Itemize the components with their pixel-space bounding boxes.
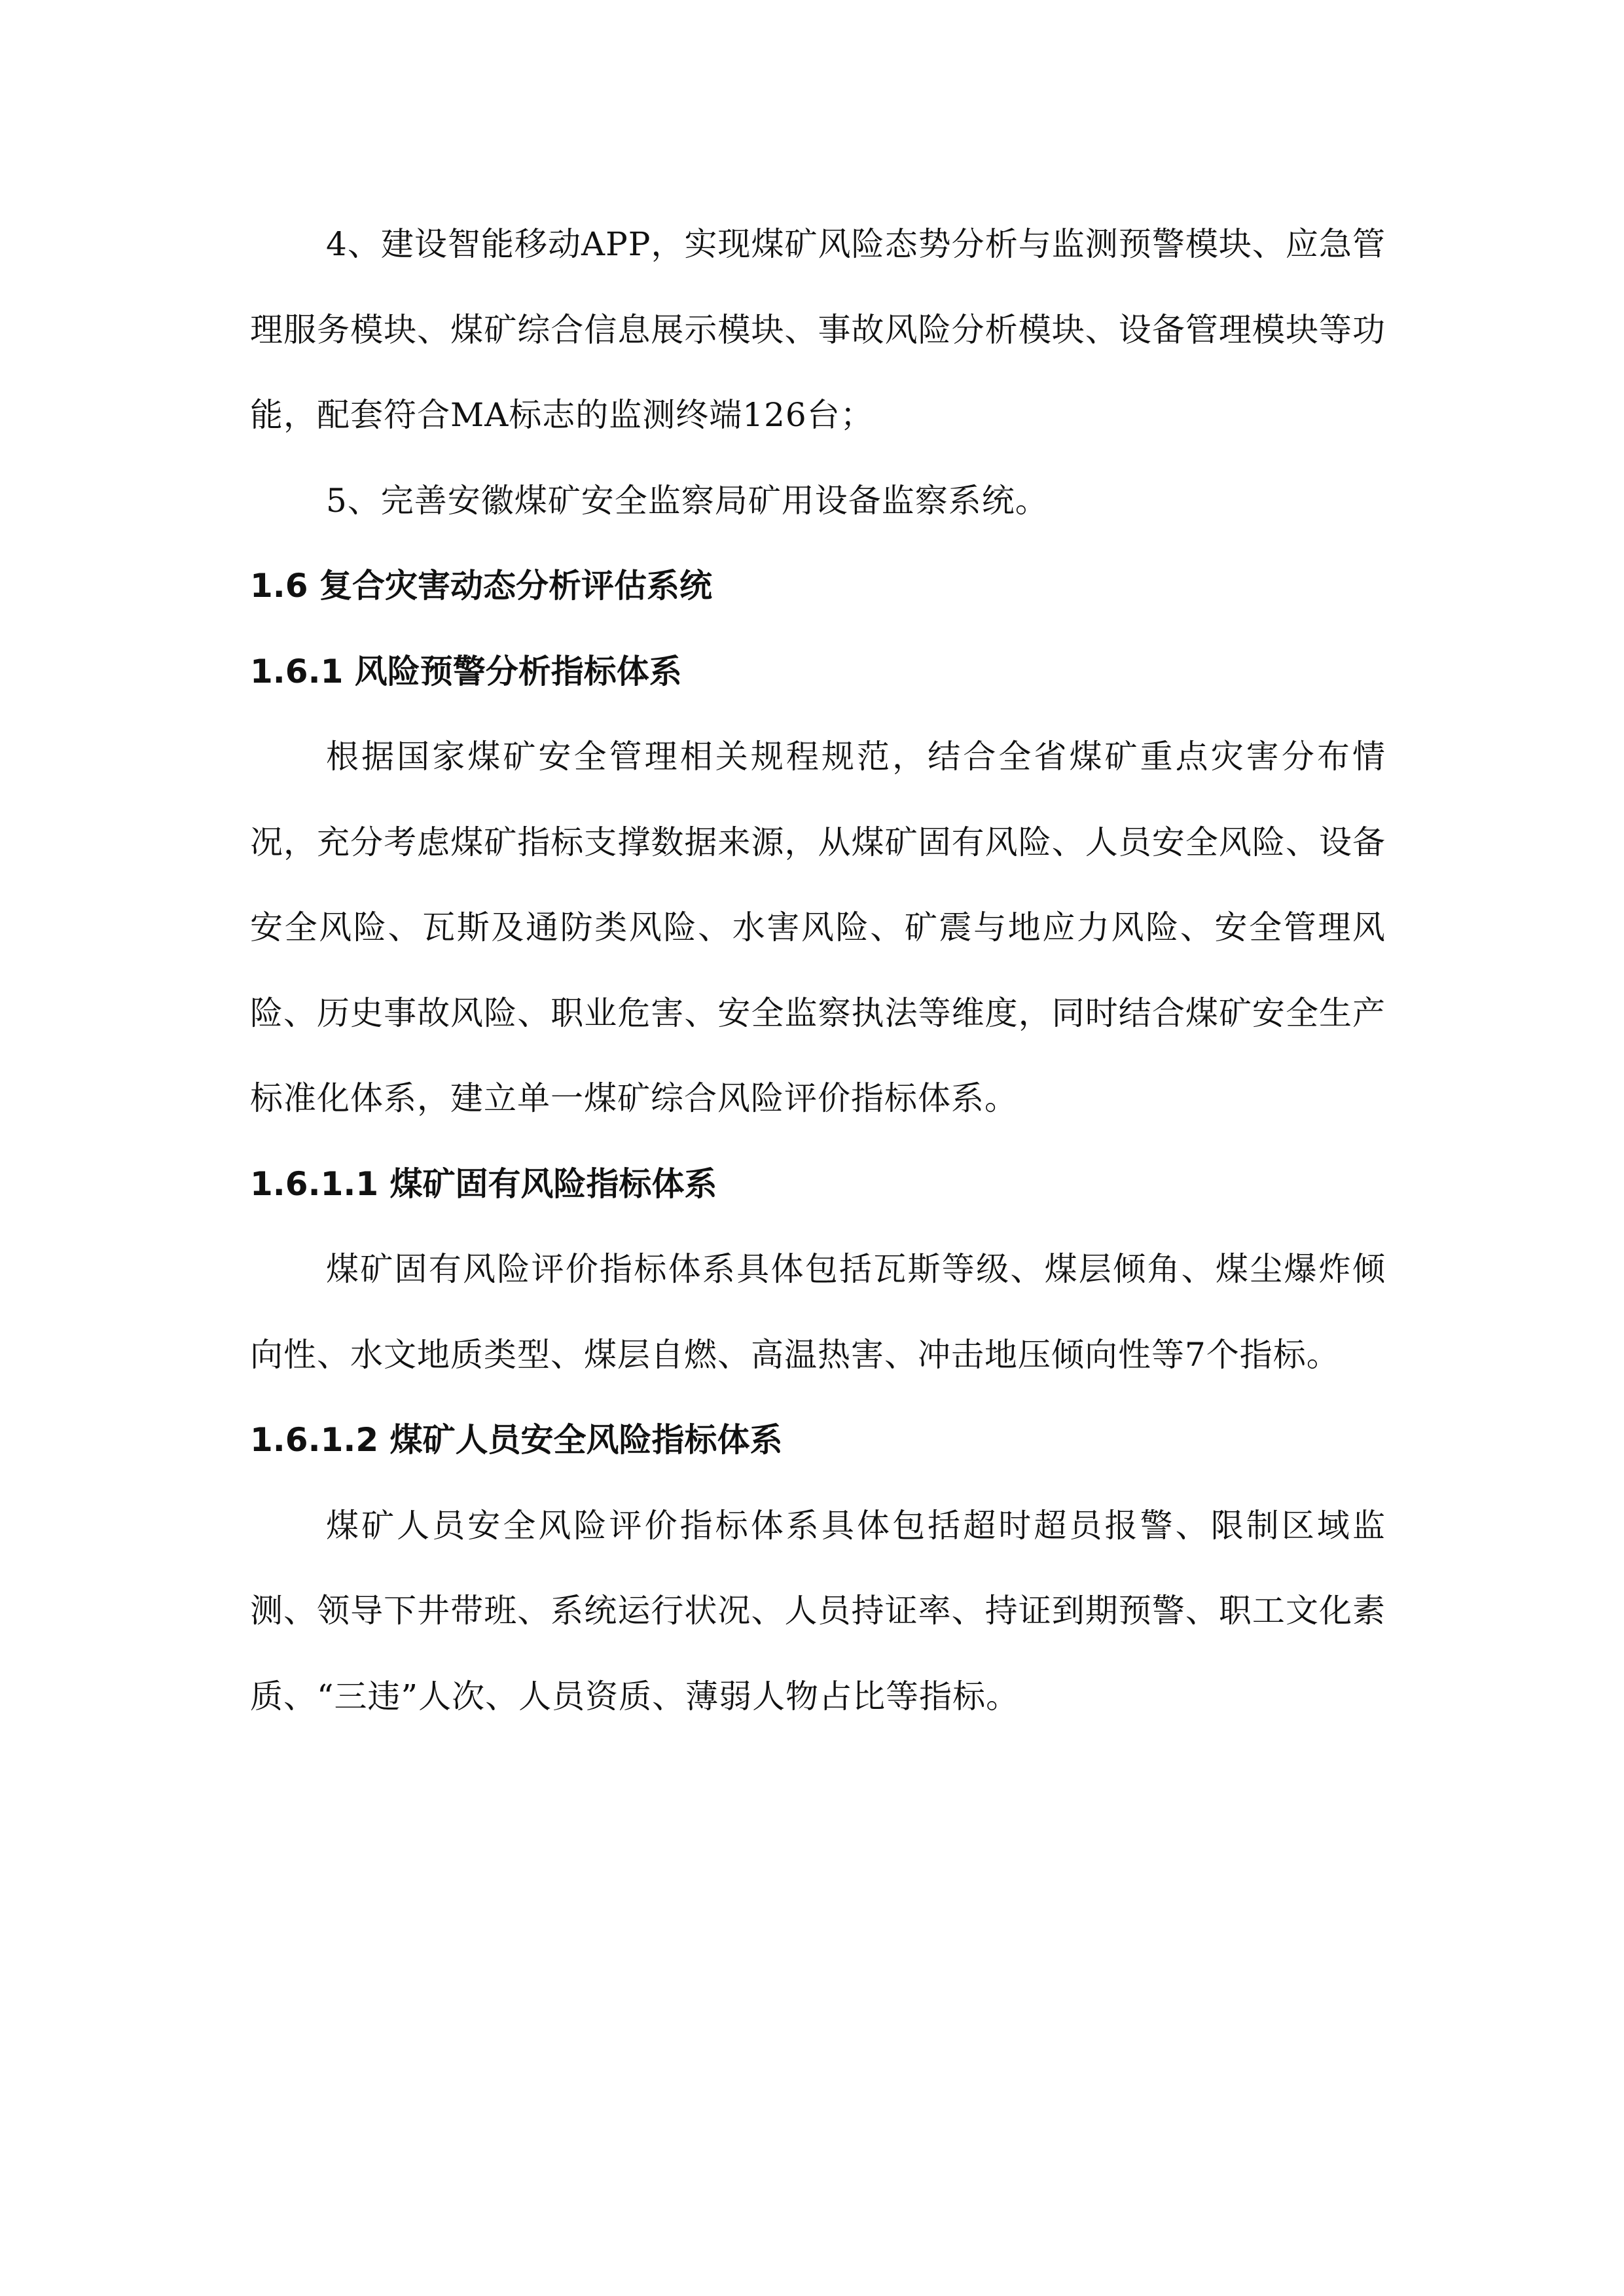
paragraph-personnel-risk: 煤矿人员安全风险评价指标体系具体包括超时超员报警、限制区域监测、领导下井带班、系统运行状况、人员持证率、持证到期预警、职工文化素质、“三违”人次、人员资质、薄弱人物占比等指标。 — [250, 1506, 1386, 1715]
paragraph-risk-warning-index: 根据国家煤矿安全管理相关规程规范，结合全省煤矿重点灾害分布情况，充分考虑煤矿指标支撑数据来源，从煤矿固有风险、人员安全风险、设备安全风险、瓦斯及通防类风险、水害风险、矿震与地应力风险、安全管理风险、历史事故风险、职业危害、安全监察执法等维度，同时结合煤矿安全生产标准化体系，建立单一煤矿综合风险评价指标体系。 — [250, 738, 1386, 1117]
section-heading-1-6-1: 1.6.1 风险预警分析指标体系 — [250, 652, 682, 691]
document-page — [250, 202, 1386, 1739]
section-heading-1-6: 1.6 复合灾害动态分析评估系统 — [250, 567, 712, 605]
section-heading-1-6-1-1: 1.6.1.1 煤矿固有风险指标体系 — [250, 1164, 717, 1203]
paragraph-item-4: 4、建设智能移动APP，实现煤矿风险态势分析与监测预警模块、应急管理服务模块、煤矿综合信息展示模块、事故风险分析模块、设备管理模块等功能，配套符合MA标志的监测终端126台； — [250, 225, 1386, 434]
paragraph-inherent-risk: 煤矿固有风险评价指标体系具体包括瓦斯等级、煤层倾角、煤尘爆炸倾向性、水文地质类型、煤层自燃、高温热害、冲击地压倾向性等7个指标。 — [250, 1250, 1386, 1374]
section-heading-1-6-1-2: 1.6.1.2 煤矿人员安全风险指标体系 — [250, 1421, 783, 1459]
paragraph-item-5: 5、完善安徽煤矿安全监察局矿用设备监察系统。 — [326, 481, 1049, 520]
